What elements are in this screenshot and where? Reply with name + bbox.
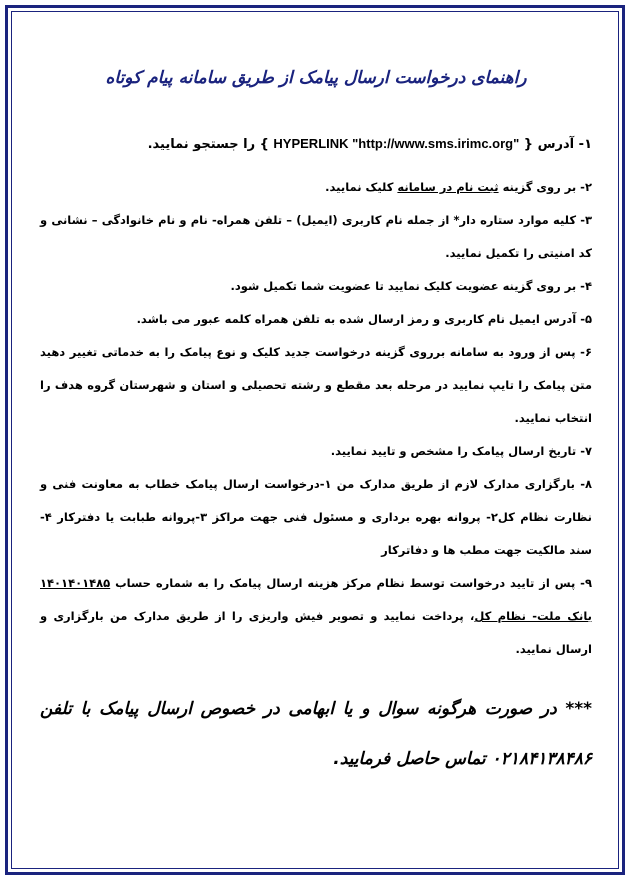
step-9-account-number: ۱۴۰۱۴۰۱۴۸۵ بانک ملت- نظام کل — [40, 576, 592, 623]
document-title: راهنمای درخواست ارسال پیامک از طریق سامانه پیام کوتاه — [105, 68, 527, 88]
step-9-prefix: ۹- پس از تایید درخواست توسط نظام مرکز هزینه ارسال پیامک را به شماره حساب — [110, 576, 592, 590]
step-3: ۳- کلیه موارد ستاره دار* از جمله نام کاربری (ایمیل) – تلفن همراه- نام و نام خانوادگی – نشانی و کد امنیتی را تکمیل نمایید. — [40, 213, 592, 260]
step-1 — [40, 124, 592, 165]
step-6: ۶- پس از ورود به سامانه برروی گزینه درخواست جدید کلیک و نوع پیامک را به خدماتی تغییر دهید متن پیامک را تایپ نمایید در مرحله بعد مقطع و رشته تحصیلی و استان و شهرستان گروه هدف را انتخاب نمایید. — [40, 345, 592, 425]
step-9 — [40, 567, 592, 666]
step-8: ۸- بارگزاری مدارک لازم از طریق مدارک من ۱-درخواست ارسال پیامک خطاب به معاونت فنی و نظارت نظام کل۲- پروانه بهره برداری و مسئول فنی جهت مراکز ۳-پروانه طبابت یا دفترکار ۴- سند مالکیت جهت مطب ها و دفاترکار — [40, 477, 592, 557]
step-2-prefix: ۲- بر روی گزینه — [498, 180, 592, 194]
footer-contact-note: *** در صورت هرگونه سوال و یا ابهامی در خصوص ارسال پیامک با تلفن ۰۲۱۸۴۱۳۸۴۸۶ تماس حاصل فرمایید. — [40, 699, 592, 769]
step-2-suffix: کلیک نمایید. — [325, 180, 398, 194]
step-9-suffix: ، پرداخت نمایید و تصویر فیش واریزی را از طریق مدارک من بارگزاری و ارسال نمایید. — [40, 609, 592, 656]
step-4: ۴- بر روی گزینه عضویت کلیک نمایید تا عضویت شما تکمیل شود. — [230, 279, 592, 293]
step-2-underlined: ثبت نام در سامانه — [397, 180, 499, 194]
step-5: ۵- آدرس ایمیل نام کاربری و رمز ارسال شده به تلفن همراه کلمه عبور می باشد. — [136, 312, 592, 326]
step-1-suffix: } را جستجو نمایید. — [147, 137, 274, 152]
step-7: ۷- تاریخ ارسال پیامک را مشخص و تایید نمایید. — [330, 444, 592, 458]
step-1-hyperlink[interactable]: HYPERLINK "http://www.sms.irimc.org" — [273, 136, 520, 151]
document-body — [40, 40, 592, 860]
step-1-prefix: ۱- آدرس { — [519, 137, 592, 152]
step-2 — [40, 171, 592, 204]
